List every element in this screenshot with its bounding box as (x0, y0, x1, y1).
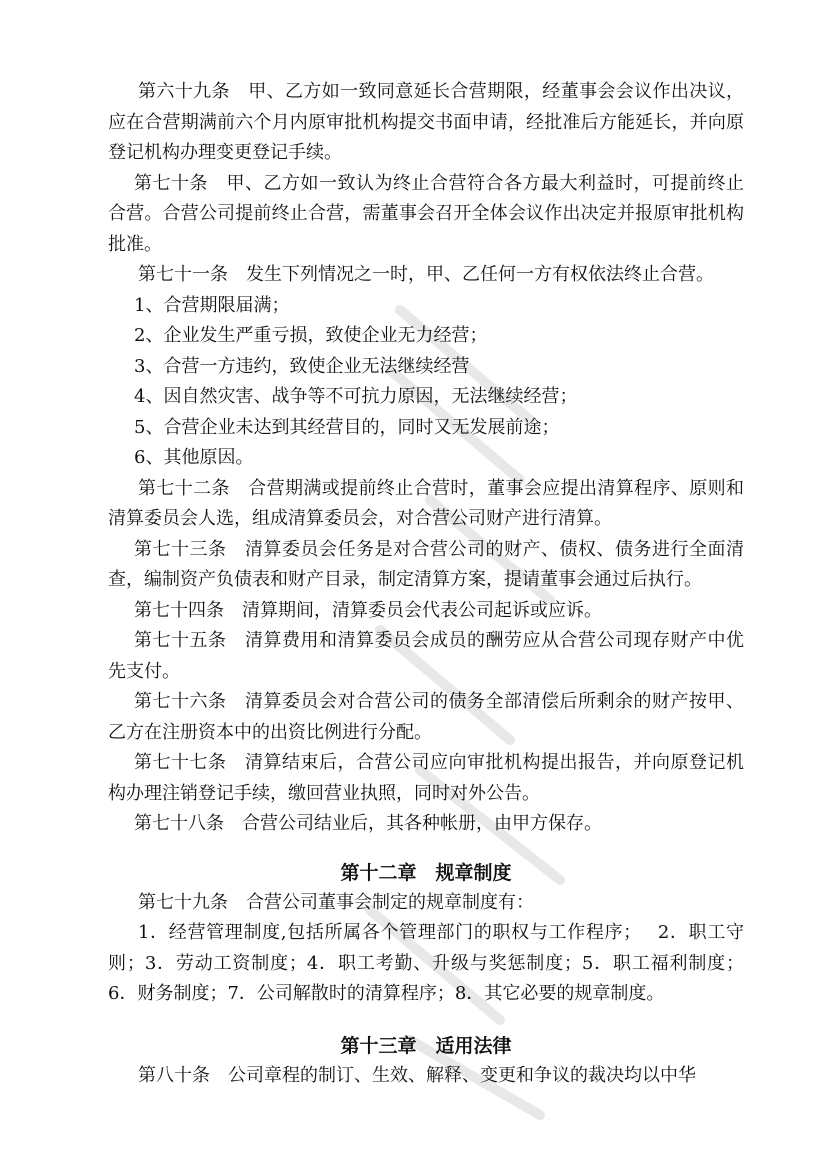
article-74: 第七十四条 清算期间，清算委员会代表公司起诉或应诉。 (134, 599, 602, 621)
article-76: 第七十六条 清算委员会对合营公司的债务全部清偿后所剩余的财产按甲、乙方在注册资本中的出资比例进行分配。 (108, 691, 744, 743)
article-71-item-2: 2、企业发生严重亏损，致使企业无力经营； (134, 325, 488, 346)
article-73: 第七十三条 清算委员会任务是对合营公司的财产、债权、债务进行全面清查，编制资产负债表和财产目录，制定清算方案，提请董事会通过后执行。 (108, 538, 744, 590)
article-78: 第七十八条 合营公司结业后，其各种帐册，由甲方保存。 (134, 813, 602, 834)
article-69: 第六十九条 甲、乙方如一致同意延长合营期限，经董事会会议作出决议，应在合营期满前六个月内原审批机构提交书面申请，经批准后方能延长，并向原登记机构办理变更登记手续。 (108, 81, 744, 163)
article-79-rules: 1．经营管理制度,包括所属各个管理部门的职权与工作程序； 2．职工守则；3．劳动工资制度；4．职工考勤、升级与奖惩制度；5．职工福利制度；6．财务制度；7．公司解散时的清算程序；8．其它必要的规章制度。 (108, 922, 744, 1004)
article-71-item-4: 4、因自然灾害、战争等不可抗力原因，无法继续经营； (134, 386, 578, 407)
article-80: 第八十条 公司章程的制订、生效、解释、变更和争议的裁决均以中华 (138, 1064, 696, 1086)
chapter-13-heading: 第十三章 适用法律 (340, 1034, 512, 1057)
chapter-12-heading: 第十二章 规章制度 (340, 861, 512, 884)
article-71-item-3: 3、合营一方违约，致使企业无法继续经营 (134, 355, 470, 377)
document-body (108, 77, 744, 1091)
article-71: 第七十一条 发生下列情况之一时，甲、乙任何一方有权依法终止合营。 (138, 264, 714, 285)
article-71-item-6: 6、其他原因。 (134, 447, 254, 468)
article-75: 第七十五条 清算费用和清算委员会成员的酬劳应从合营公司现存财产中优先支付。 (108, 630, 744, 682)
article-79: 第七十九条 合营公司董事会制定的规章制度有： (138, 891, 534, 913)
article-71-item-1: 1、合营期限届满； (134, 294, 290, 316)
article-72: 第七十二条 合营期满或提前终止合营时，董事会应提出清算程序、原则和清算委员会人选，组成清算委员会，对合营公司财产进行清算。 (108, 477, 744, 529)
article-77: 第七十七条 清算结束后，合营公司应向审批机构提出报告，并向原登记机构办理注销登记手续，缴回营业执照，同时对外公告。 (108, 752, 744, 804)
article-71-item-5: 5、合营企业未达到其经营目的，同时又无发展前途； (134, 416, 560, 438)
article-70: 第七十条 甲、乙方如一致认为终止合营符合各方最大利益时，可提前终止合营。合营公司提前终止合营，需董事会召开全体会议作出决定并报原审批机构批准。 (108, 172, 744, 255)
